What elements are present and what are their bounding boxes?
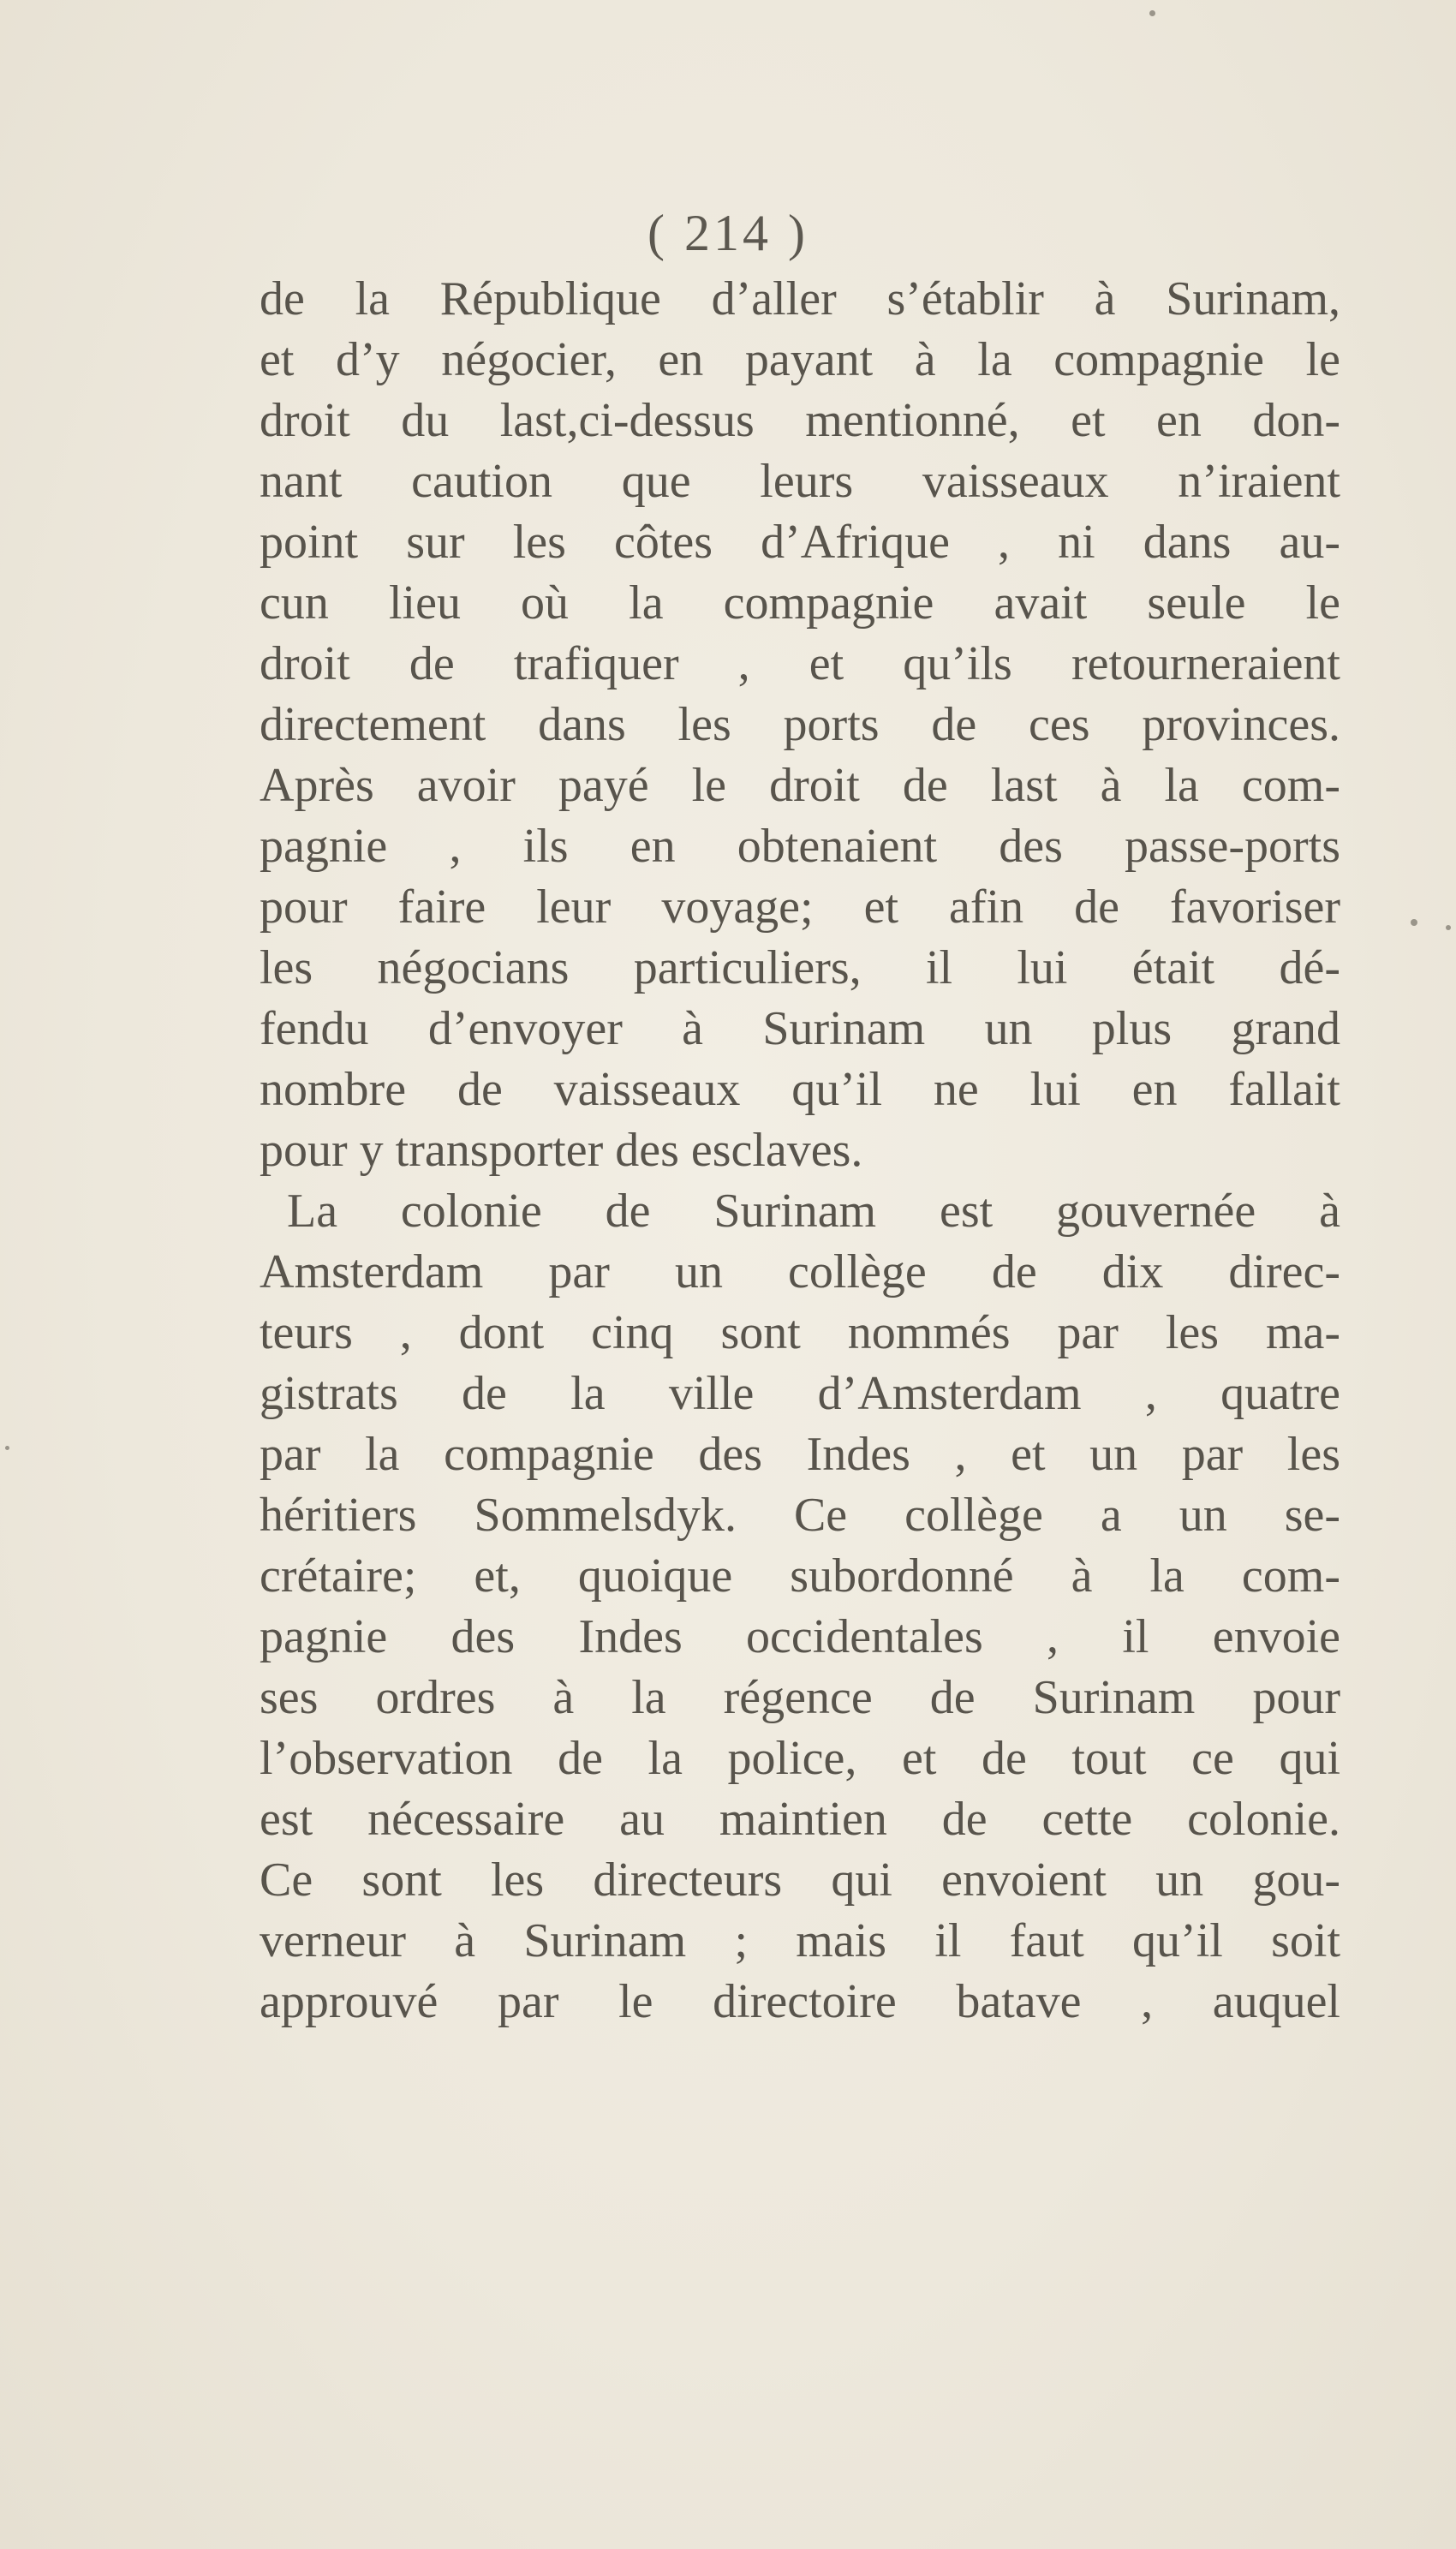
text-line: par la compagnie des Indes , et un par les xyxy=(260,1428,1340,1481)
text-line: nombre de vaisseaux qu’il ne lui en fallait xyxy=(260,1063,1340,1116)
paper-speck xyxy=(1411,919,1417,926)
paper-speck xyxy=(1149,10,1155,16)
text-line: droit du last,ci-dessus mentionné, et en don- xyxy=(260,394,1340,447)
text-line: ses ordres à la régence de Surinam pour xyxy=(260,1671,1340,1724)
text-line: nant caution que leurs vaisseaux n’iraient xyxy=(260,455,1340,508)
text-line: La colonie de Surinam est gouvernée à xyxy=(287,1185,1340,1238)
text-line: pour faire leur voyage; et afin de favoriser xyxy=(260,881,1340,934)
text-line: cun lieu où la compagnie avait seule le xyxy=(260,576,1340,630)
text-line: les négocians particuliers, il lui était dé- xyxy=(260,941,1340,994)
text-line: héritiers Sommelsdyk. Ce collège a un se- xyxy=(260,1489,1340,1542)
text-line: et d’y négocier, en payant à la compagnie le xyxy=(260,333,1340,386)
text-line: l’observation de la police, et de tout ce qui xyxy=(260,1732,1340,1785)
text-line: teurs , dont cinq sont nommés par les ma- xyxy=(260,1306,1340,1359)
text-line: point sur les côtes d’Afrique , ni dans au- xyxy=(260,516,1340,569)
text-line: directement dans les ports de ces provinces. xyxy=(260,698,1340,751)
text-line: crétaire; et, quoique subordonné à la com- xyxy=(260,1549,1340,1603)
text-line: Amsterdam par un collège de dix direc- xyxy=(260,1245,1340,1298)
text-line: pagnie des Indes occidentales , il envoie xyxy=(260,1610,1340,1663)
text-line: droit de trafiquer , et qu’ils retourneraient xyxy=(260,637,1340,690)
text-line: Après avoir payé le droit de last à la com- xyxy=(260,759,1340,812)
text-line: fendu d’envoyer à Surinam un plus grand xyxy=(260,1002,1340,1055)
text-line: pagnie , ils en obtenaient des passe-ports xyxy=(260,820,1340,873)
text-line: est nécessaire au maintien de cette colonie. xyxy=(260,1793,1340,1846)
text-line: de la République d’aller s’établir à Surinam, xyxy=(260,272,1340,325)
text-line: verneur à Surinam ; mais il faut qu’il soit xyxy=(260,1914,1340,1967)
text-line: pour y transporter des esclaves. xyxy=(260,1124,863,1177)
page-number: ( 214 ) xyxy=(647,205,809,261)
paper-speck xyxy=(5,1446,9,1450)
text-line: gistrats de la ville d’Amsterdam , quatre xyxy=(260,1367,1340,1420)
paper-speck xyxy=(1446,925,1451,930)
body-text xyxy=(260,269,1340,2033)
text-line: approuvé par le directoire batave , auquel xyxy=(260,1975,1340,2028)
text-line: Ce sont les directeurs qui envoient un gou- xyxy=(260,1854,1340,1907)
